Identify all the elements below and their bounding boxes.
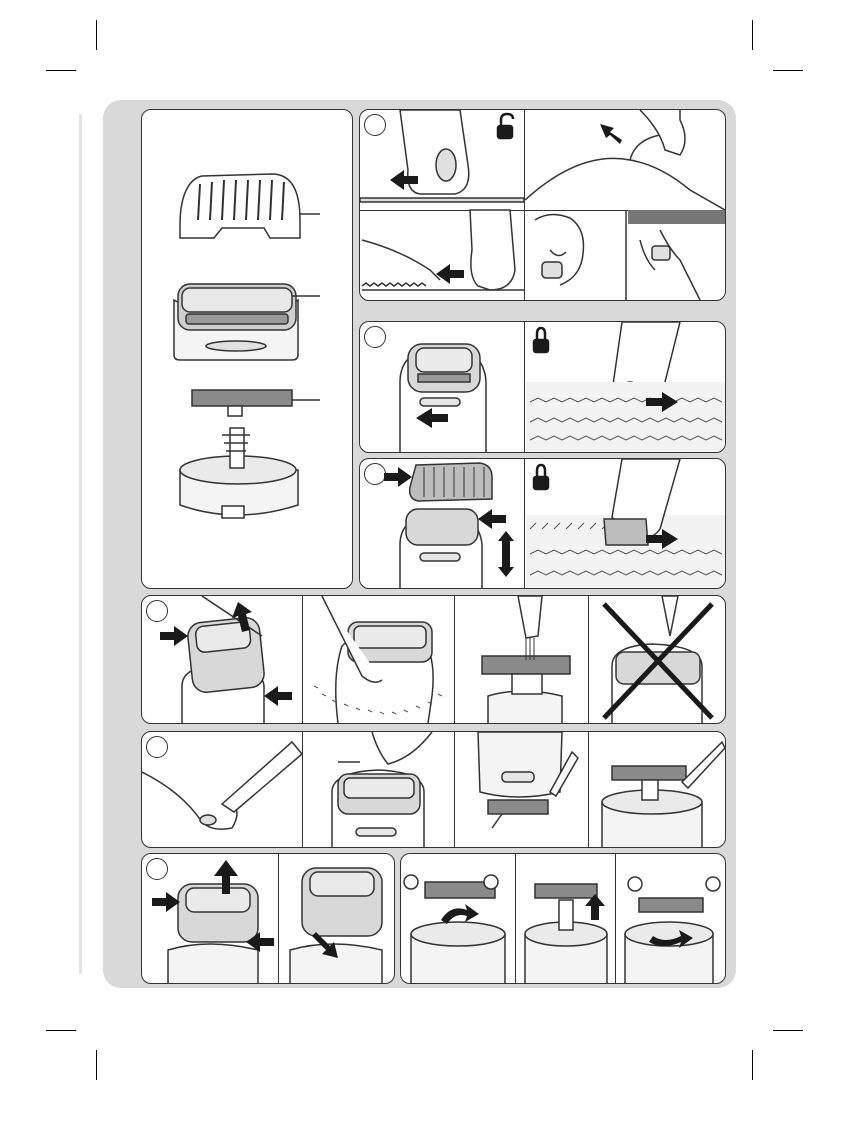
step-4-panel [141,595,726,724]
arrow-icon [600,124,622,144]
crop-mark [46,1030,76,1031]
crop-mark [46,70,76,71]
lock-open-icon [498,114,513,138]
arrow-icon [384,467,412,487]
step-6-illustration [142,854,394,983]
crop-mark [96,20,97,50]
step-3-illustration [360,459,725,588]
step-6-panel [141,853,395,984]
step-1-illustration [360,110,725,300]
arrow-icon [441,904,479,924]
step-6b-panel [400,853,726,984]
comb-attachment-illustration [142,110,352,588]
lock-closed-icon [534,465,548,489]
step-5-illustration [142,732,725,847]
step-2-illustration [360,322,725,452]
arrow-icon [152,892,180,912]
arrow-icon [160,626,188,646]
crop-mark [752,1050,753,1080]
arrow-icon [478,509,506,529]
arrow-icon [436,264,464,284]
binding-spine [79,114,82,974]
crop-mark [773,70,803,71]
arrow-icon [498,531,514,577]
step-6b-illustration [401,854,725,983]
step-3-panel [359,458,726,589]
crop-mark [752,20,753,50]
crop-mark [773,1030,803,1031]
step-1-panel [359,109,726,301]
step-4-illustration [142,596,725,723]
parts-panel [141,109,353,589]
crop-mark [96,1050,97,1080]
step-5-panel [141,731,726,848]
step-2-panel [359,321,726,453]
lock-closed-icon [534,328,548,352]
arrow-icon [264,686,292,706]
